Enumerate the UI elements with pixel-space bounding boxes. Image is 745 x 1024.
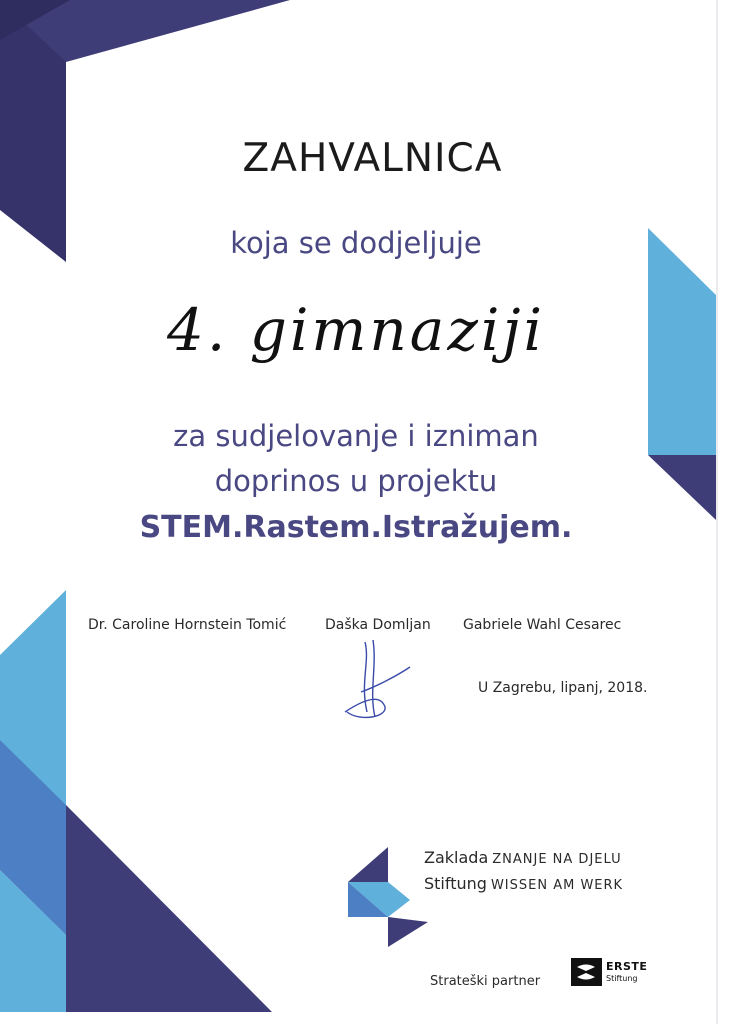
reason-line-2: doprinos u projektu bbox=[214, 464, 498, 498]
erste-logo-name: ERSTE bbox=[606, 960, 648, 973]
foundation-hr-name: ZNANJE NA DJELU bbox=[492, 852, 622, 867]
erste-bee-icon bbox=[571, 958, 602, 986]
strategic-partner-label: Strateški partner bbox=[430, 974, 541, 989]
foundation-de-prefix: Stiftung bbox=[424, 874, 487, 893]
recipient-name: 4. gimnaziji bbox=[166, 296, 546, 364]
signatory-3: Gabriele Wahl Cesarec bbox=[463, 617, 622, 633]
handwritten-signature bbox=[325, 632, 425, 732]
signatory-1: Dr. Caroline Hornstein Tomić bbox=[88, 617, 287, 633]
erste-logo-sub: Stiftung bbox=[606, 974, 638, 983]
signatory-2: Daška Domljan bbox=[325, 617, 431, 633]
foundation-hr-prefix: Zaklada bbox=[424, 848, 489, 867]
foundation-logo-icon bbox=[340, 842, 430, 952]
foundation-de-name: WISSEN AM WERK bbox=[490, 878, 624, 893]
place-date: U Zagrebu, lipanj, 2018. bbox=[478, 680, 648, 696]
foundation-name-hr bbox=[424, 848, 622, 867]
deco-triangle-bottom-left-dark bbox=[66, 805, 272, 1012]
project-name: STEM.Rastem.Istražujem. bbox=[139, 510, 573, 545]
certificate-subtitle: koja se dodjeljuje bbox=[230, 226, 482, 260]
reason-line-1: za sudjelovanje i izniman bbox=[173, 419, 539, 453]
foundation-name-de bbox=[424, 874, 623, 893]
certificate-title: ZAHVALNICA bbox=[242, 136, 503, 181]
